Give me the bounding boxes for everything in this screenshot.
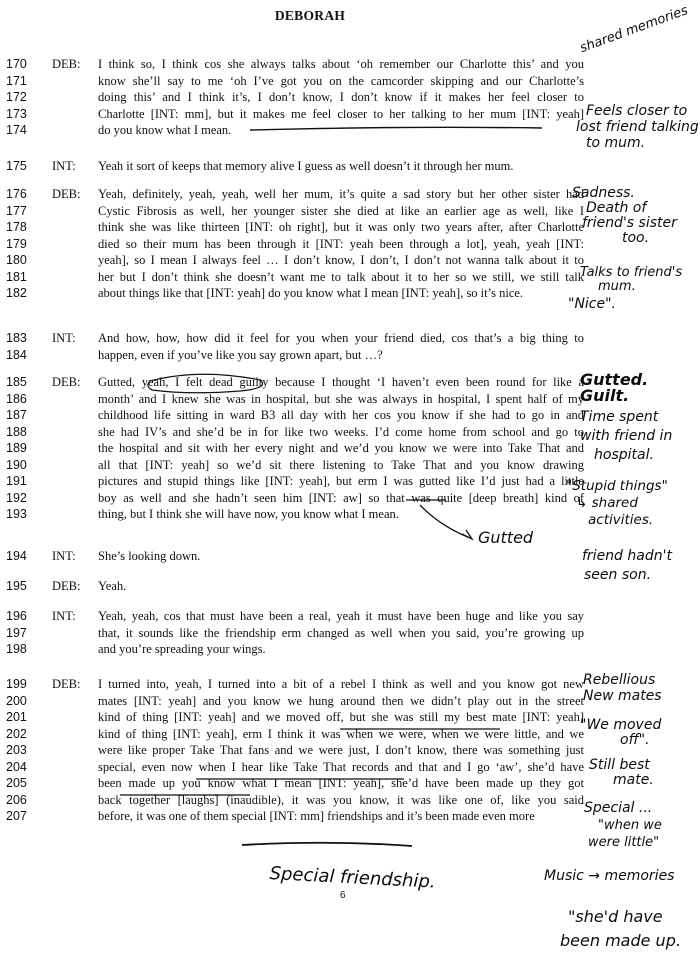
line-number: 173	[6, 106, 27, 121]
annotation-special: Special ... "when we were little"	[584, 800, 662, 850]
arrow-gutted	[420, 505, 472, 539]
text-line: think she was like thirteen [INT: oh right], but it was only two years after, after Charlotte	[98, 220, 584, 234]
annotation-gutted-inline: Gutted	[478, 528, 534, 547]
text-line: yeah], so I mean I always feel … I don’t know, I don’t, I don’t not wanna talk about it to	[98, 253, 584, 267]
text-line: before, it was one of them special [INT: mm] friendships and it’s been made even more	[98, 809, 535, 823]
text-line: Cystic Fibrosis as well, her younger sister she died at like an earlier age as well, like I	[98, 203, 584, 218]
speaker-label: DEB:	[52, 187, 81, 201]
text-line: know she’ll say to me ‘oh I’ve got you on the camcorder skipping and our Charlotte’s	[98, 73, 584, 88]
text-line: month’ and I knew she was in hospital, but she was always in hospital, I spent half of my	[98, 391, 584, 406]
text-line: special, even now when I hear like Take That records and that and I go ‘aw’, she’d have	[98, 759, 584, 774]
speaker-label: DEB:	[52, 579, 81, 593]
annotation-gutted-guilt: Gutted. Guilt.	[580, 370, 649, 405]
line-number: 198	[6, 642, 27, 656]
line-number: 195	[6, 579, 27, 593]
text-line: back together [laughs] (inaudible), it was you know, it was like one of, like you said	[98, 792, 584, 807]
line-number: 205	[6, 776, 27, 790]
text-line: mates [INT: yeah] and you know we hung around then we didn’t play out in the street	[98, 693, 584, 708]
text-line: her but I don’t think she doesn’t want me to talk about it to her so we still, we still talk	[98, 269, 584, 284]
annotation-still-best-mate: Still best mate.	[589, 757, 654, 788]
line-number: 207	[6, 809, 27, 823]
line-number: 180	[6, 253, 27, 267]
text-line: kind of thing [INT: yeah], erm I think it was when we were, when we were little, and we	[98, 726, 584, 741]
circle-felt-guilty	[148, 374, 263, 393]
line-number: 199	[6, 677, 27, 691]
text-line: and you’re spreading your wings.	[98, 642, 266, 656]
text-line: doing this’ and I think it’s, I don’t know, I don’t know if it makes her feel closer to	[98, 90, 584, 104]
text-line: She’s looking down.	[98, 549, 201, 563]
line-number: 179	[6, 236, 27, 251]
text-line: were like proper Take That fans and we were just, I don’t know, there was something just	[98, 743, 584, 757]
text-line: she had IV’s and she’d be in for like two weeks. I’d come home from school and go to	[98, 424, 584, 439]
annotation-feels-closer: Feels closer to lost friend talking to mum.	[576, 103, 699, 151]
text-line: I think so, I think cos she always talks about ‘oh remember our Charlotte this’ and you	[98, 57, 584, 71]
annotation-we-moved-off: "We moved off".	[580, 717, 662, 748]
annotation-sadness: Sadness. Death of friend's sister too.	[572, 185, 677, 246]
text-line: that, it sounds like the friendship erm changed as well when you said, you’re growing up	[98, 625, 584, 640]
line-number: 191	[6, 474, 27, 488]
line-number: 171	[6, 73, 27, 88]
page-number: 6	[340, 890, 346, 901]
line-number: 177	[6, 203, 27, 218]
text-line: do you know what I mean.	[98, 123, 232, 137]
underline-special-friendship	[242, 843, 412, 846]
line-number: 201	[6, 710, 27, 724]
text-line: all that [INT: yeah] so we’d sit there listening to Take That and you know drawing	[98, 457, 584, 472]
annotation-rebellious: Rebellious New mates	[583, 672, 662, 704]
text-line: childhood life sitting in ward B3 all day with her cos you know if she had to go in and	[98, 408, 584, 422]
annotation-special-friendship: Special friendship.	[269, 863, 437, 893]
speaker-label: INT:	[52, 159, 76, 173]
line-number: 189	[6, 441, 27, 455]
text-line: I turned into, yeah, I turned into a bit of a rebel I think as well and you know got new	[98, 677, 584, 691]
annotation-nice: "Nice".	[568, 296, 617, 312]
line-number: 204	[6, 759, 27, 774]
line-number: 202	[6, 726, 27, 741]
line-number: 203	[6, 743, 27, 757]
line-number: 183	[6, 331, 27, 345]
text-line: the hospital and sit with her every night and we’d you know we were into Take That and	[98, 441, 584, 455]
line-number: 188	[6, 424, 27, 439]
line-number: 181	[6, 269, 27, 284]
text-line: Gutted, yeah, I felt dead guilty because I thought ‘I haven’t even been round for like a	[98, 375, 584, 389]
underline-feel-closer	[250, 127, 542, 130]
line-number: 197	[6, 625, 27, 640]
line-number: 170	[6, 57, 27, 71]
text-line: Yeah, definitely, yeah, yeah, well her mum, it’s quite a sad story but her other sister had	[98, 187, 584, 201]
text-line: Yeah.	[98, 579, 127, 593]
annotation-time-spent: Time spent with friend in hospital.	[580, 409, 673, 463]
annotation-stupid-things: "Stupid things" ↳ shared activities.	[566, 478, 668, 528]
text-line: happen, even if you’ve like you say grown apart, but …?	[98, 347, 383, 362]
line-number: 184	[6, 347, 27, 362]
line-number: 175	[6, 159, 27, 173]
line-number: 192	[6, 490, 27, 505]
line-number: 190	[6, 457, 27, 472]
line-number: 206	[6, 792, 27, 807]
line-number: 176	[6, 187, 27, 201]
page-title: DEBORAH	[274, 8, 346, 23]
text-line: about things like that [INT: yeah] do you know what I mean [INT: yeah], so it’s nice.	[98, 286, 524, 300]
speaker-label: DEB:	[52, 375, 81, 389]
speaker-label: DEB:	[52, 57, 81, 71]
text-line: Yeah it sort of keeps that memory alive I guess as well doesn’t it through her mum.	[98, 159, 514, 173]
text-line: boy as well and she hadn’t seen him [INT: aw] so that was quite [deep breath] kind of	[98, 490, 584, 505]
speaker-label: INT:	[52, 609, 76, 623]
line-number: 187	[6, 408, 27, 422]
line-number: 194	[6, 549, 27, 563]
speaker-label: INT:	[52, 549, 76, 563]
annotation-shared-memories: shared memories	[578, 3, 690, 57]
speaker-label: DEB:	[52, 677, 81, 691]
annotation-made-up: "she'd have been made up.	[560, 907, 681, 950]
line-number: 178	[6, 220, 27, 234]
text-line: pictures and stupid things like [INT: yeah], but erm I was gutted like I’d just had a little	[98, 474, 584, 488]
text-line: Yeah, yeah, cos that must have been a real, yeah it must have been huge and like you say	[98, 609, 584, 623]
line-number: 174	[6, 123, 27, 137]
text-line: Charlotte [INT: mm], but it makes me feel closer to her talking to her mum [INT: yeah]	[98, 106, 584, 121]
speaker-label: INT:	[52, 331, 76, 345]
line-number: 193	[6, 507, 27, 521]
text-line: kind of thing [INT: yeah] and we moved off, but she was still my best mate [INT: yeah]	[98, 710, 584, 724]
line-number: 200	[6, 693, 27, 708]
line-number: 196	[6, 609, 27, 623]
line-number: 172	[6, 90, 27, 104]
line-number: 185	[6, 375, 27, 389]
text-line: been made up you know what I mean [INT: yeah], she’d have been made up they got	[98, 776, 584, 790]
text-line: died so their mum has been through it [INT: yeah been through a lot], yeah, yeah [INT:	[98, 236, 584, 251]
annotation-friend-hadnt-seen: friend hadn't seen son.	[582, 548, 672, 583]
text-line: And how, how, how did it feel for you when your friend died, cos that’s a big thing to	[98, 331, 584, 345]
line-number: 182	[6, 286, 27, 300]
annotation-talks-to-mum: Talks to friend's mum.	[580, 265, 683, 294]
text-line: thing, but I think she will have now, you know what I mean.	[98, 507, 399, 521]
annotation-music-memories: Music → memories	[544, 868, 675, 884]
line-number: 186	[6, 391, 27, 406]
